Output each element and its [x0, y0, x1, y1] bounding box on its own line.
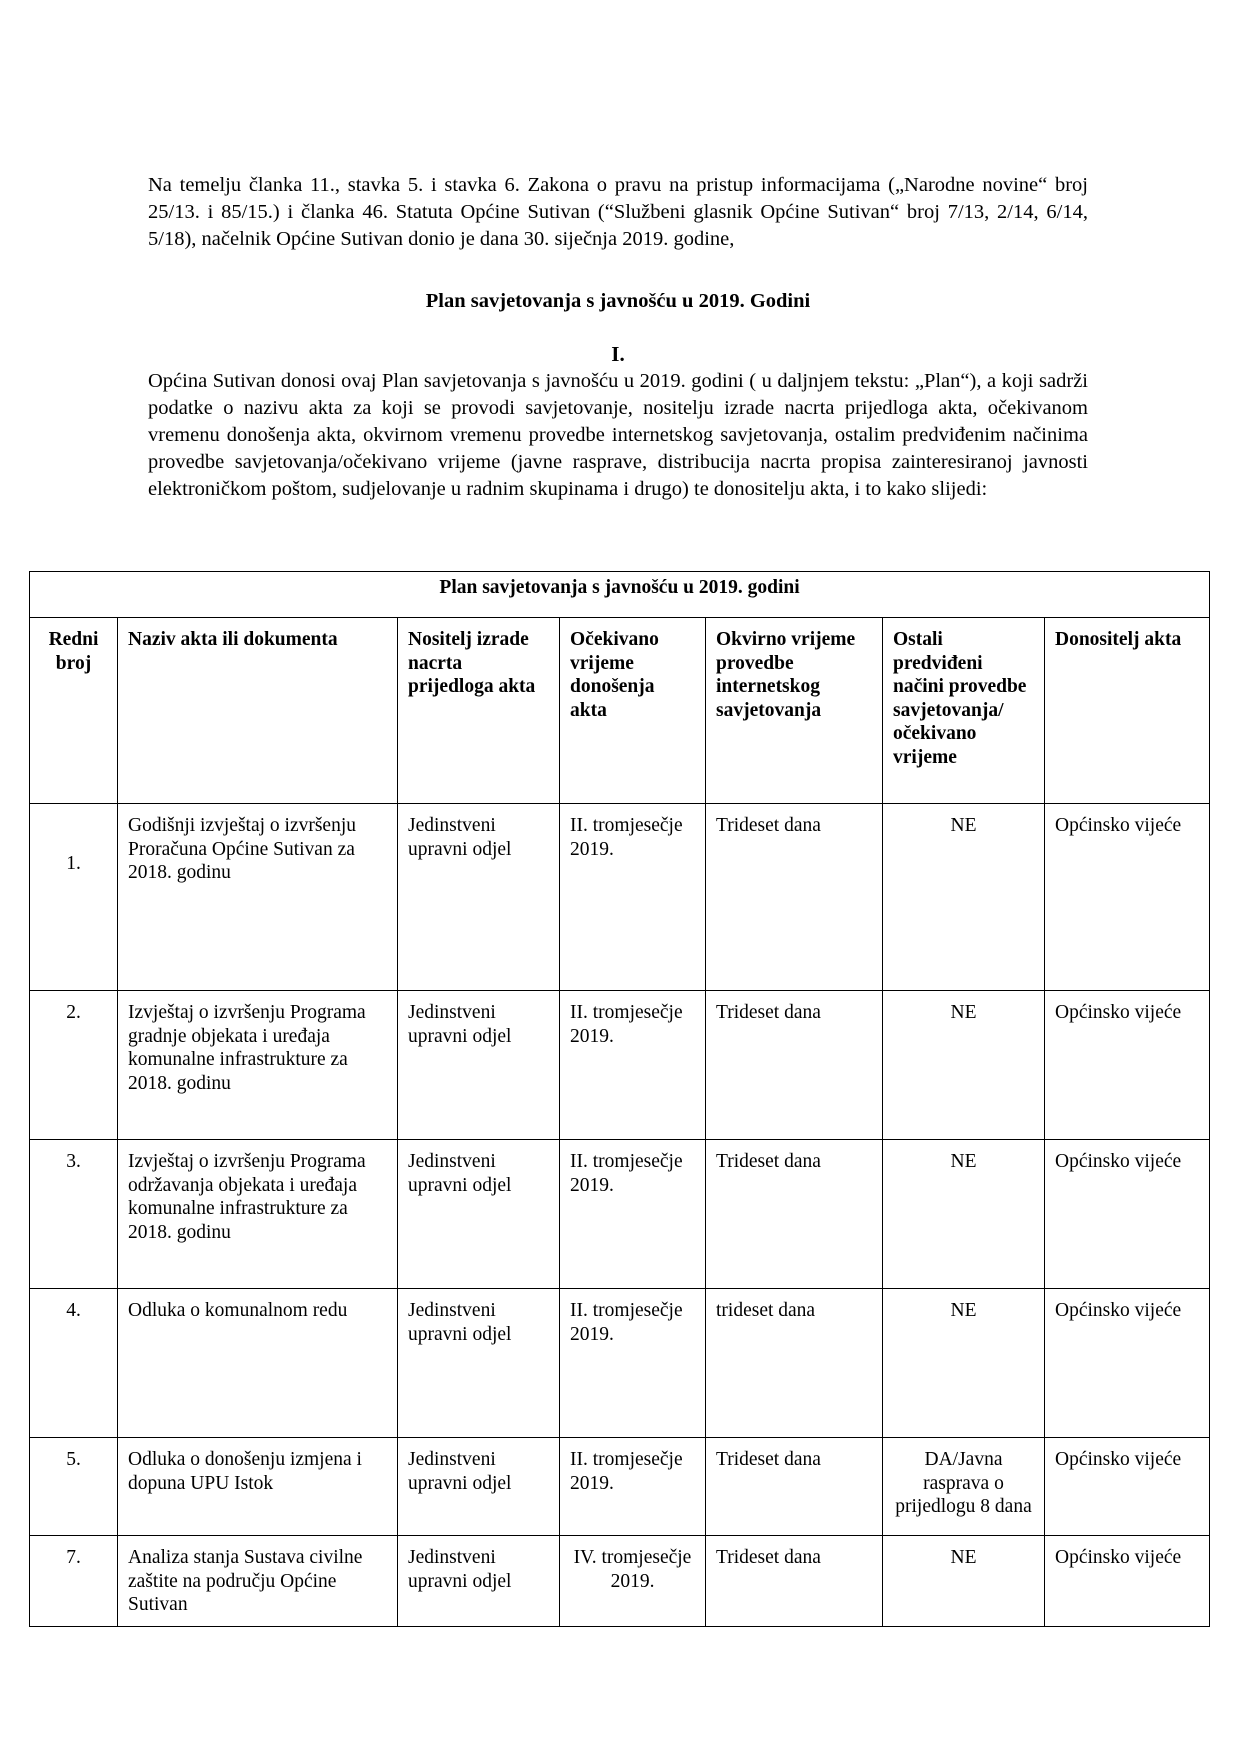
- cell-ostali: DA/Javna rasprava o prijedlogu 8 dana: [883, 1438, 1045, 1536]
- cell-naziv: Odluka o komunalnom redu: [118, 1289, 398, 1438]
- cell-okvirno: trideset dana: [706, 1289, 883, 1438]
- cell-naziv: Izvještaj o izvršenju Programa održavanja objekata i uređaja komunalne infrastrukture za 2018. godinu: [118, 1140, 398, 1289]
- cell-ostali: NE: [883, 804, 1045, 991]
- cell-donositelj: Općinsko vijeće: [1045, 1289, 1210, 1438]
- cell-donositelj: Općinsko vijeće: [1045, 1536, 1210, 1627]
- cell-donositelj: Općinsko vijeće: [1045, 991, 1210, 1140]
- header-ocekivano: Očekivano vrijeme donošenja akta: [560, 618, 706, 804]
- cell-okvirno: Trideset dana: [706, 1140, 883, 1289]
- intro-text: Na temelju članka 11., stavka 5. i stavka 6. Zakona o pravu na pristup informacijama („Narodne novine“ broj 25/13. i 85/15.) i članka 46. Statuta Općine Sutivan (“Službeni glasnik Općine Sutivan“ broj 7/13, 2/14, 6/14, 5/18), načelnik Općine Sutivan donio je dana 30. siječnja 2019. godine,: [148, 174, 1088, 250]
- cell-naziv: Odluka o donošenju izmjena i dopuna UPU Istok: [118, 1438, 398, 1536]
- body-paragraph: [148, 368, 1088, 503]
- cell-donositelj: Općinsko vijeće: [1045, 1438, 1210, 1536]
- table-header-row: [30, 618, 1210, 804]
- cell-nositelj: Jedinstveni upravni odjel: [398, 1536, 560, 1627]
- section-numeral: I.: [611, 342, 625, 366]
- cell-ocekivano: II. tromjesečje 2019.: [560, 991, 706, 1140]
- cell-naziv: Analiza stanja Sustava civilne zaštite na području Općine Sutivan: [118, 1536, 398, 1627]
- cell-naziv: Izvještaj o izvršenju Programa gradnje objekata i uređaja komunalne infrastrukture za 2018. godinu: [118, 991, 398, 1140]
- table-caption: Plan savjetovanja s javnošću u 2019. godini: [30, 572, 1210, 618]
- table-row: [30, 1289, 1210, 1438]
- cell-ostali: NE: [883, 991, 1045, 1140]
- cell-num: 5.: [30, 1438, 118, 1536]
- cell-ocekivano: II. tromjesečje 2019.: [560, 1289, 706, 1438]
- table-row: [30, 804, 1210, 991]
- table-row: [30, 1438, 1210, 1536]
- header-nositelj: Nositelj izrade nacrta prijedloga akta: [398, 618, 560, 804]
- cell-ocekivano: IV. tromjesečje 2019.: [560, 1536, 706, 1627]
- cell-donositelj: Općinsko vijeće: [1045, 1140, 1210, 1289]
- cell-nositelj: Jedinstveni upravni odjel: [398, 1289, 560, 1438]
- body-text: Općina Sutivan donosi ovaj Plan savjetovanja s javnošću u 2019. godini ( u daljnjem tekstu: „Plan“), a koji sadrži podatke o nazivu akta za koji se provodi savjetovanje, nositelju izrade nacrta prijedloga akta, očekivanom vremenu donošenja akta, okvirnom vremenu provedbe internetskog savjetovanja, ostalim predviđenim načinima provedbe savjetovanja/očekivano vrijeme (javne rasprave, distribucija nacrta propisa zainteresiranoj javnosti elektroničkom poštom, sudjelovanje u radnim skupinama i drugo) te donositelju akta, i to kako slijedi:: [148, 370, 1088, 500]
- cell-okvirno: Trideset dana: [706, 1438, 883, 1536]
- document-title: Plan savjetovanja s javnošću u 2019. Godini: [425, 290, 811, 312]
- cell-num: 2.: [30, 991, 118, 1140]
- header-naziv: Naziv akta ili dokumenta: [118, 618, 398, 804]
- header-redni-broj: Redni broj: [30, 618, 118, 804]
- cell-naziv: Godišnji izvještaj o izvršenju Proračuna Općine Sutivan za 2018. godinu: [118, 804, 398, 991]
- cell-ocekivano: II. tromjesečje 2019.: [560, 1140, 706, 1289]
- table-row: [30, 1536, 1210, 1627]
- intro-paragraph: [148, 172, 1088, 253]
- cell-ostali: NE: [883, 1289, 1045, 1438]
- cell-nositelj: Jedinstveni upravni odjel: [398, 1140, 560, 1289]
- cell-ocekivano: II. tromjesečje 2019.: [560, 804, 706, 991]
- cell-nositelj: Jedinstveni upravni odjel: [398, 804, 560, 991]
- header-donositelj: Donositelj akta: [1045, 618, 1210, 804]
- table-row: [30, 1140, 1210, 1289]
- cell-num: 4.: [30, 1289, 118, 1438]
- table-row: [30, 991, 1210, 1140]
- cell-num: 1.: [30, 804, 118, 991]
- header-okvirno: Okvirno vrijeme provedbe internetskog savjetovanja: [706, 618, 883, 804]
- cell-okvirno: Trideset dana: [706, 991, 883, 1140]
- header-ostali: Ostali predviđeni načini provedbe savjetovanja/ očekivano vrijeme: [883, 618, 1045, 804]
- cell-donositelj: Općinsko vijeće: [1045, 804, 1210, 991]
- cell-okvirno: Trideset dana: [706, 1536, 883, 1627]
- cell-nositelj: Jedinstveni upravni odjel: [398, 991, 560, 1140]
- cell-ocekivano: II. tromjesečje 2019.: [560, 1438, 706, 1536]
- cell-okvirno: Trideset dana: [706, 804, 883, 991]
- cell-num: 3.: [30, 1140, 118, 1289]
- plan-table: [29, 571, 1210, 1627]
- cell-num: 7.: [30, 1536, 118, 1627]
- cell-ostali: NE: [883, 1536, 1045, 1627]
- cell-ostali: NE: [883, 1140, 1045, 1289]
- cell-nositelj: Jedinstveni upravni odjel: [398, 1438, 560, 1536]
